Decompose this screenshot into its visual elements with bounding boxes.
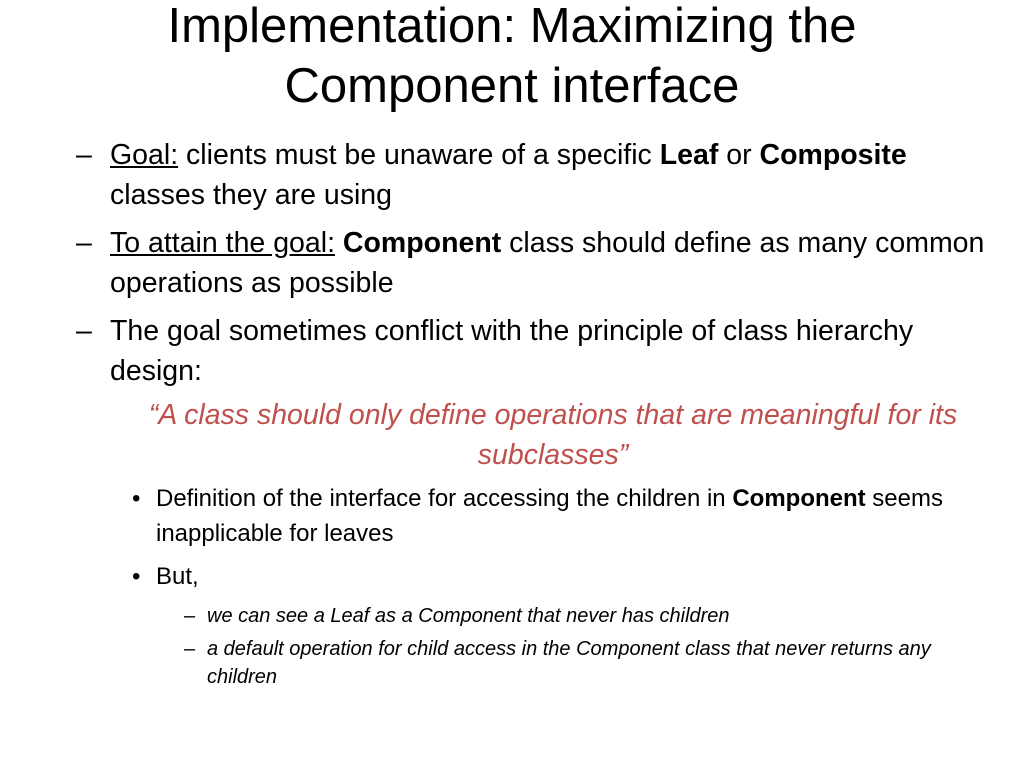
goal-text: classes they are using bbox=[110, 179, 392, 211]
dash-marker: – bbox=[184, 605, 196, 627]
bullet-attain-goal bbox=[76, 223, 996, 303]
attain-label: To attain the goal: bbox=[110, 227, 335, 259]
sub-bullet-but bbox=[76, 559, 996, 594]
dash-marker: – bbox=[76, 315, 92, 347]
leaf-note-text: we can see a Leaf as a Component that never has children bbox=[207, 605, 730, 627]
but-text: But, bbox=[156, 563, 199, 590]
slide-content bbox=[76, 135, 996, 696]
leaf-term: Leaf bbox=[659, 139, 719, 171]
slide-title: Implementation: Maximizing the Component interface bbox=[167, 0, 857, 113]
definition-text: Definition of the interface for accessing the children in bbox=[156, 485, 733, 512]
conflict-text: The goal sometimes conflict with the principle of class hierarchy design: bbox=[110, 315, 914, 387]
sub-sub-bullet-leaf bbox=[76, 602, 996, 630]
principle-quote: “A class should only define operations that are meaningful for its subclasses” bbox=[148, 399, 958, 471]
dash-marker: – bbox=[184, 638, 196, 660]
dash-marker: – bbox=[76, 227, 92, 259]
bullet-conflict bbox=[76, 311, 996, 391]
sub-bullet-definition bbox=[76, 481, 996, 551]
bullet-marker: • bbox=[132, 485, 141, 512]
goal-label: Goal: bbox=[110, 139, 179, 171]
composite-term: Composite bbox=[759, 139, 907, 171]
attain-text: class should define as many common operations as possible bbox=[110, 227, 985, 299]
sub-sub-bullet-default-operation bbox=[76, 635, 996, 691]
component-term: Component bbox=[342, 227, 502, 259]
bullet-goal bbox=[76, 135, 996, 215]
goal-text: clients must be unaware of a specific bbox=[178, 139, 660, 171]
dash-marker: – bbox=[76, 139, 92, 171]
goal-text: or bbox=[718, 139, 760, 171]
default-operation-text: a default operation for child access in the Component class that never returns any children bbox=[207, 638, 931, 688]
component-term: Component bbox=[732, 485, 866, 512]
definition-text: seems inapplicable for leaves bbox=[156, 485, 943, 547]
bullet-marker: • bbox=[132, 563, 141, 590]
